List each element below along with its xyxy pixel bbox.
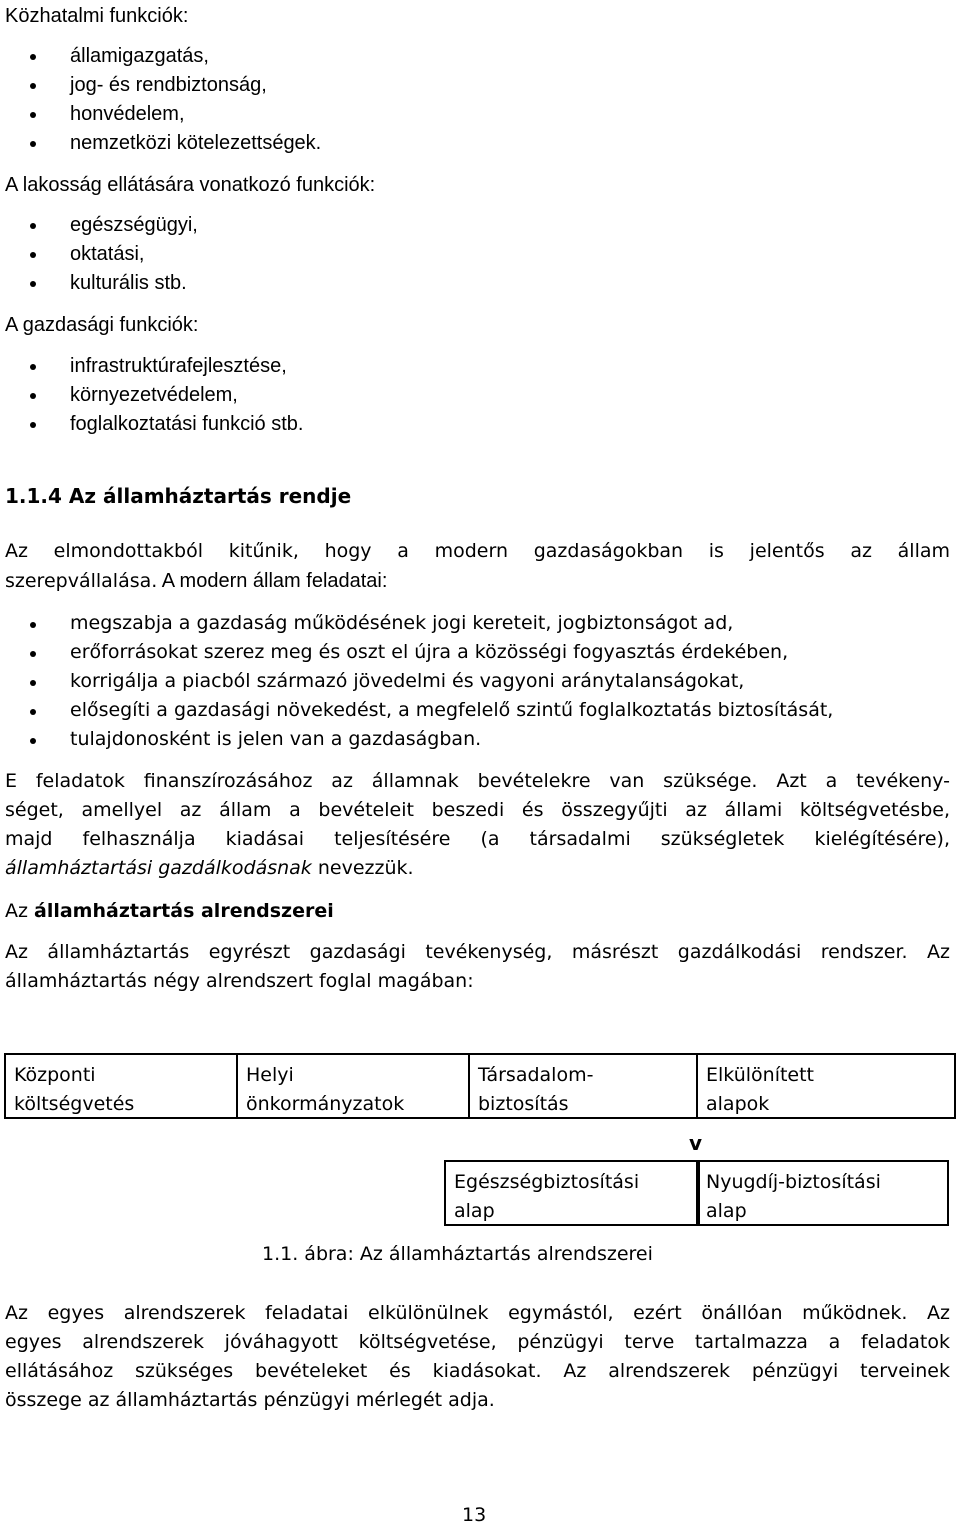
bullet-icon bbox=[30, 83, 36, 89]
page-number: 13 bbox=[462, 1504, 487, 1526]
diagram-box-nyugdijbiztositasi: Nyugdíj-biztosítási alap bbox=[696, 1160, 949, 1226]
paragraph-line: Az egyes alrendszerek feladatai elkülönülnek egymástól, ezért önállóan működnek. Az bbox=[5, 1302, 950, 1324]
section-title: A gazdasági funkciók: bbox=[5, 314, 199, 336]
figure-caption: 1.1. ábra: Az államháztartás alrendszerei bbox=[262, 1243, 653, 1265]
bullet-icon bbox=[30, 252, 36, 258]
bullet-icon bbox=[30, 54, 36, 60]
paragraph-line: ellátásához szükséges bevételeket és kiadásokat. Az alrendszerek pénzügyi terveinek bbox=[5, 1360, 950, 1382]
bullet-icon bbox=[30, 422, 36, 428]
bullet-icon bbox=[30, 393, 36, 399]
paragraph-line: E feladatok finanszírozásához az államnak bevételekre van szüksége. Azt a tevékeny- bbox=[5, 770, 950, 792]
bullet-icon bbox=[30, 223, 36, 229]
diagram-box-kozponti: Központi költségvetés bbox=[4, 1053, 238, 1119]
paragraph-line: egyes alrendszerek jóváhagyott költségvetése, pénzügyi terve tartalmazza a feladatok bbox=[5, 1331, 950, 1353]
paragraph-line: államháztartási gazdálkodásnak nevezzük. bbox=[5, 857, 414, 879]
section-heading: 1.1.4 Az államháztartás rendje bbox=[5, 484, 352, 508]
paragraph-line: Az államháztartás egyrészt gazdasági tevékenység, másrészt gazdálkodási rendszer. Az bbox=[5, 941, 950, 963]
diagram-marker: v bbox=[689, 1131, 703, 1155]
diagram-box-elkulonitett: Elkülönített alapok bbox=[696, 1053, 956, 1119]
bullet-icon bbox=[30, 680, 36, 686]
bullet-icon bbox=[30, 622, 36, 628]
bullet-icon bbox=[30, 281, 36, 287]
paragraph-line: szerepvállalása. A modern állam feladatai: bbox=[5, 570, 388, 592]
section-title: Közhatalmi funkciók: bbox=[5, 5, 189, 27]
bullet-icon bbox=[30, 364, 36, 370]
bullet-icon bbox=[30, 651, 36, 657]
diagram-box-tarsadalombiztositas: Társadalom- biztosítás bbox=[468, 1053, 698, 1119]
subheading: Az államháztartás alrendszerei bbox=[5, 900, 334, 922]
diagram-box-egeszsegbiztositasi: Egészségbiztosítási alap bbox=[444, 1160, 700, 1226]
paragraph-line: séget, amellyel az állam a bevételeit beszedi és összegyűjti az állami költségvetésbe, bbox=[5, 799, 950, 821]
diagram-box-helyi: Helyi önkormányzatok bbox=[236, 1053, 470, 1119]
emphasis-term: államháztartási gazdálkodásnak bbox=[5, 857, 312, 879]
bullet-icon bbox=[30, 141, 36, 147]
paragraph-line: majd felhasználja kiadásai teljesítésére (a társadalmi szükségletek kielégítésére), bbox=[5, 828, 950, 850]
paragraph-line: Az elmondottakból kitűnik, hogy a modern gazdaságokban is jelentős az állam bbox=[5, 540, 950, 562]
paragraph-line: összege az államháztartás pénzügyi mérlegét adja. bbox=[5, 1389, 495, 1411]
paragraph-line: államháztartás négy alrendszert foglal magában: bbox=[5, 970, 474, 992]
bullet-icon bbox=[30, 709, 36, 715]
section-title: A lakosság ellátására vonatkozó funkciók: bbox=[5, 174, 376, 196]
bullet-icon bbox=[30, 738, 36, 744]
bullet-icon bbox=[30, 112, 36, 118]
